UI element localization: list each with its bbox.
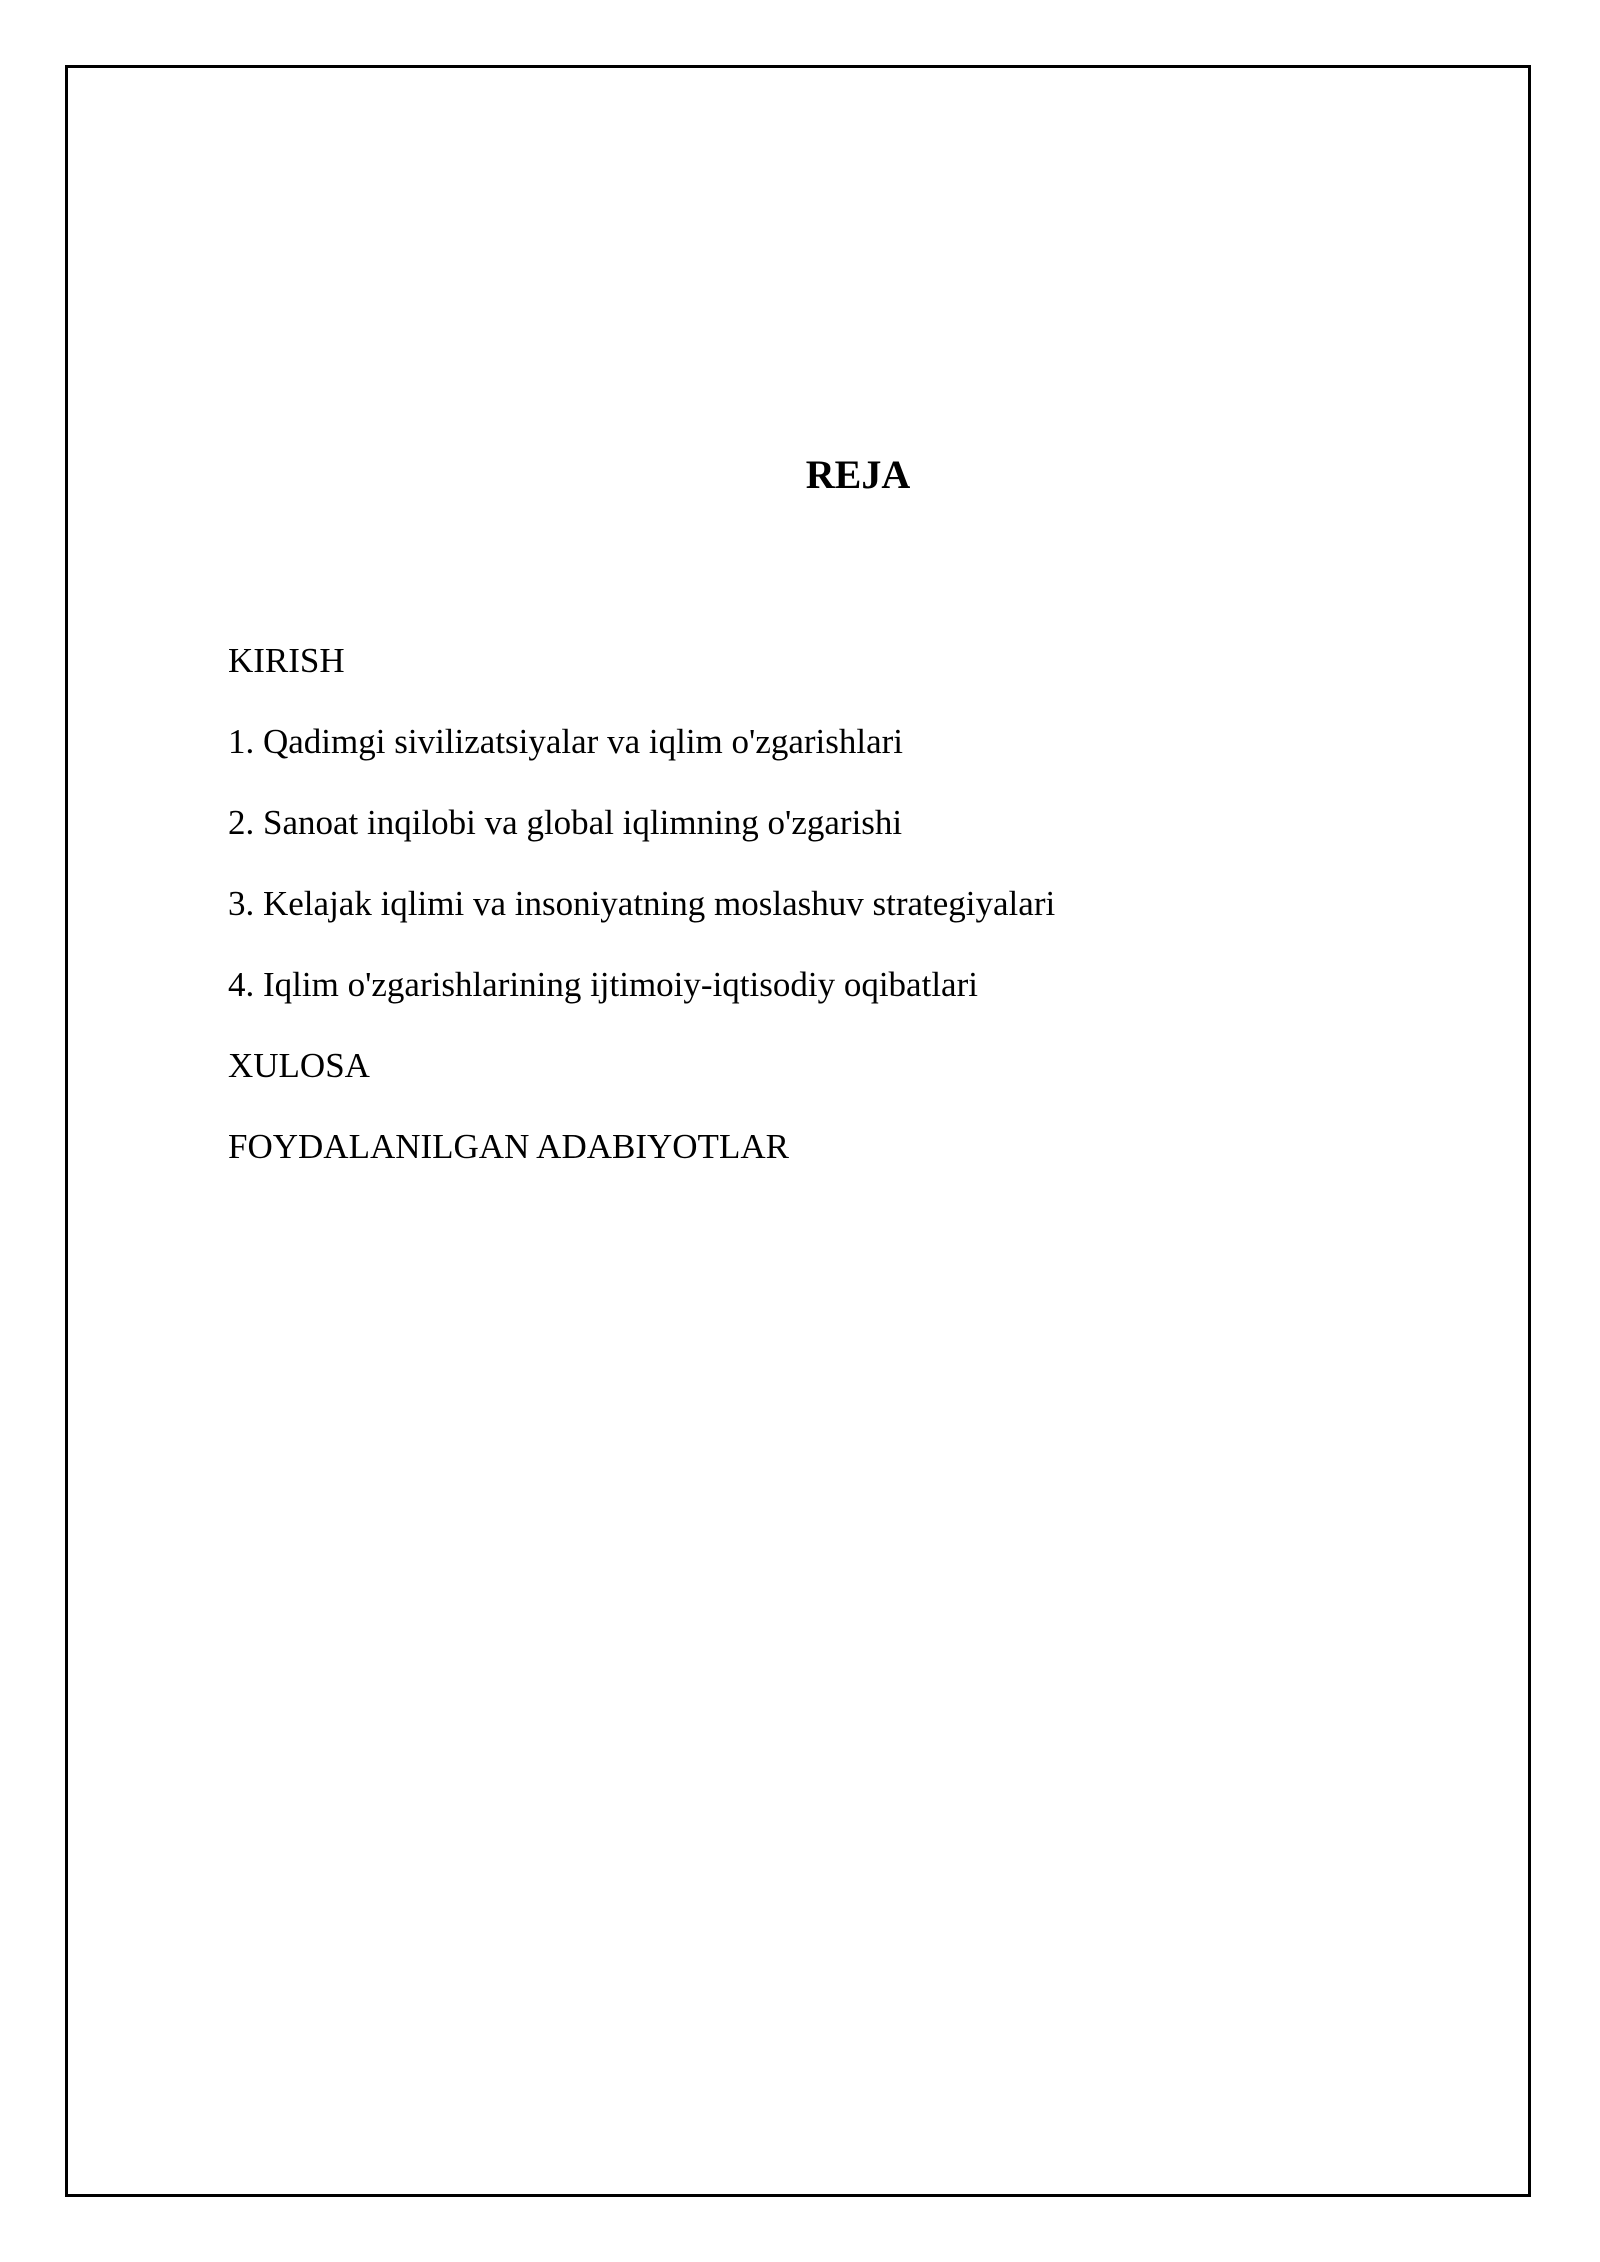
toc-item-references: FOYDALANILGAN ADABIYOTLAR xyxy=(228,1127,789,1166)
toc-item-1: 1. Qadimgi sivilizatsiyalar va iqlim o'zgarishlari xyxy=(228,722,904,761)
toc-item-2: 2. Sanoat inqilobi va global iqlimning o'zgarishi xyxy=(228,803,903,842)
toc-item-4: 4. Iqlim o'zgarishlarining ijtimoiy-iqtisodiy oqibatlari xyxy=(228,965,978,1004)
toc-item-3: 3. Kelajak iqlimi va insoniyatning moslashuv strategiyalari xyxy=(228,884,1056,923)
table-of-contents xyxy=(228,643,1055,1210)
page-title: REJA xyxy=(805,452,911,497)
toc-item-conclusion: XULOSA xyxy=(228,1046,370,1085)
toc-item-introduction: KIRISH xyxy=(228,641,345,680)
